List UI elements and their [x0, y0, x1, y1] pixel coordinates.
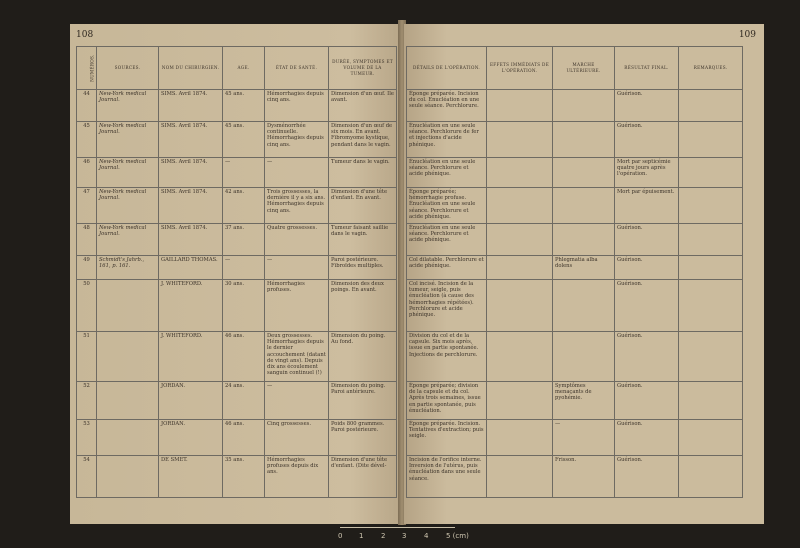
tumor-cell: Dimension d'une tête d'enfant. En avant. — [329, 188, 397, 224]
surgeon-cell: J. WHITEFORD. — [159, 280, 223, 332]
source-cell — [97, 332, 159, 382]
column-header-label: EFFETS IMMÉDIATS DE L'OPÉRATION. — [489, 61, 550, 73]
remarks-cell — [679, 332, 743, 382]
column-header — [265, 47, 329, 90]
health-cell: Hémorrhagies profuses. — [265, 280, 329, 332]
operation-details-cell: Énucléation en une seule séance. Perchlorure et acide phénique. — [407, 158, 487, 188]
immediate-effects-cell — [487, 382, 553, 420]
health-cell: — — [265, 158, 329, 188]
ruler-label: 5 (cm) — [446, 532, 469, 540]
health-cell: Hémorrhagies depuis cinq ans. — [265, 90, 329, 122]
column-header — [329, 47, 397, 90]
immediate-effects-cell — [487, 158, 553, 188]
left-page-number: 108 — [76, 30, 94, 40]
left-table — [76, 46, 397, 498]
case-number: 47 — [77, 188, 97, 224]
immediate-effects-cell — [487, 456, 553, 498]
surgeon-cell: DE SMET. — [159, 456, 223, 498]
tumor-cell: Dimension du poing. Au fond. — [329, 332, 397, 382]
immediate-effects-cell — [487, 280, 553, 332]
operation-details-cell: Col dilatable. Perchlorure et acide phénique. — [407, 256, 487, 280]
source-cell — [97, 382, 159, 420]
tumor-cell: Dimension d'une tête d'enfant. (Dite dével- — [329, 456, 397, 498]
remarks-cell — [679, 224, 743, 256]
table-row — [407, 332, 743, 382]
source-cell: New-York medical Journal. — [97, 224, 159, 256]
age-cell: 37 ans. — [223, 224, 265, 256]
case-number: 54 — [77, 456, 97, 498]
column-header — [77, 47, 97, 90]
later-course-cell — [553, 280, 615, 332]
column-header-label: DURÉE, SYMPTOMES ET VOLUME DE LA TUMEUR. — [332, 58, 393, 77]
remarks-cell — [679, 420, 743, 456]
final-result-cell: Guérison. — [615, 382, 679, 420]
surgeon-cell: SIMS. Avril 1874. — [159, 224, 223, 256]
case-number: 48 — [77, 224, 97, 256]
column-header — [97, 47, 159, 90]
table-row — [77, 332, 397, 382]
tumor-cell: Dimension du poing. Paroi antérieure. — [329, 382, 397, 420]
column-header-label: REMARQUES. — [693, 64, 728, 70]
case-number: 49 — [77, 256, 97, 280]
later-course-cell: — — [553, 420, 615, 456]
case-number: 45 — [77, 122, 97, 158]
operation-details-cell: Col incisé. Incision de la tumeur, seigle, puis énucléation (à cause des hémorrhagies répétées). Perchlorure et acide phénique. — [407, 280, 487, 332]
surgeon-cell: JORDAN. — [159, 420, 223, 456]
operation-details-cell: Énucléation en une seule séance. Perchlorure de fer et injections d'acide phénique. — [407, 122, 487, 158]
column-header-label: RÉSULTAT FINAL. — [624, 64, 669, 70]
column-header — [487, 47, 553, 90]
health-cell: Hémorrhagies profuses depuis dix ans. — [265, 456, 329, 498]
table-row — [77, 224, 397, 256]
source-cell — [97, 420, 159, 456]
immediate-effects-cell — [487, 256, 553, 280]
age-cell: 24 ans. — [223, 382, 265, 420]
table-row — [407, 382, 743, 420]
final-result-cell: Guérison. — [615, 90, 679, 122]
age-cell: 35 ans. — [223, 456, 265, 498]
later-course-cell — [553, 122, 615, 158]
health-cell: — — [265, 256, 329, 280]
later-course-cell: Phlegmatia alba dolens — [553, 256, 615, 280]
age-cell: 45 ans. — [223, 122, 265, 158]
table-row — [77, 382, 397, 420]
remarks-cell — [679, 188, 743, 224]
table-row — [77, 280, 397, 332]
final-result-cell: Guérison. — [615, 332, 679, 382]
immediate-effects-cell — [487, 420, 553, 456]
table-row — [407, 420, 743, 456]
measurement-ruler — [330, 527, 480, 547]
table-row — [77, 90, 397, 122]
source-cell: New-York medical Journal. — [97, 188, 159, 224]
later-course-cell: Symptômes menaçants de pyohémie. — [553, 382, 615, 420]
source-cell: New-York medical Journal. — [97, 122, 159, 158]
surgeon-cell: SIMS. Avril 1874. — [159, 122, 223, 158]
later-course-cell — [553, 158, 615, 188]
later-course-cell — [553, 332, 615, 382]
ruler-label: 3 — [402, 532, 407, 540]
left-page — [70, 24, 400, 524]
ruler-label: 2 — [381, 532, 386, 540]
column-header-label: ÉTAT DE SANTÉ. — [275, 64, 318, 70]
remarks-cell — [679, 256, 743, 280]
source-cell: New-York medical Journal. — [97, 90, 159, 122]
source-cell — [97, 456, 159, 498]
immediate-effects-cell — [487, 90, 553, 122]
final-result-cell: Guérison. — [615, 420, 679, 456]
column-header-label: DÉTAILS DE L'OPÉRATION. — [412, 64, 481, 70]
health-cell: Dysménorrhée continuelle. Hémorrhagies depuis cinq ans. — [265, 122, 329, 158]
column-header-label: NUMÉROS. — [89, 54, 95, 82]
tumor-cell: Dimension d'un œuf de six mois. En avant. Fibromyome kystique, pendant dans le vagin. — [329, 122, 397, 158]
surgeon-cell: J. WHITEFORD. — [159, 332, 223, 382]
operation-details-cell: Éponge préparée. Incision du col. Enucléation en une seule séance. Perchlorure. — [407, 90, 487, 122]
column-header — [407, 47, 487, 90]
remarks-cell — [679, 280, 743, 332]
column-header-label: SOURCES. — [114, 64, 141, 70]
later-course-cell: Frisson. — [553, 456, 615, 498]
final-result-cell: Guérison. — [615, 224, 679, 256]
operation-details-cell: Éponge préparée. Incision. Tentatives d'extraction; puis seigle. — [407, 420, 487, 456]
column-header-label: MARCHE ULTÉRIEURE. — [566, 61, 601, 73]
age-cell: 42 ans. — [223, 188, 265, 224]
final-result-cell: Mort par septicémie quatre jours après l'opération. — [615, 158, 679, 188]
later-course-cell — [553, 90, 615, 122]
ruler-label: 1 — [359, 532, 364, 540]
case-number: 51 — [77, 332, 97, 382]
column-header-label: NOM DU CHIRURGIEN. — [161, 64, 220, 70]
source-cell: New-York medical Journal. — [97, 158, 159, 188]
operation-details-cell: Incision de l'orifice interne. Inversion de l'utérus, puis énucléation dans une seule séance. — [407, 456, 487, 498]
source-cell — [97, 280, 159, 332]
later-course-cell — [553, 224, 615, 256]
right-page-number: 109 — [738, 30, 756, 40]
table-row — [77, 456, 397, 498]
surgeon-cell: SIMS. Avril 1874. — [159, 90, 223, 122]
health-cell: Cinq grossesses. — [265, 420, 329, 456]
table-row — [407, 122, 743, 158]
age-cell: — — [223, 256, 265, 280]
table-row — [77, 256, 397, 280]
tumor-cell: Dimension des deux poings. En avant. — [329, 280, 397, 332]
age-cell: 46 ans. — [223, 420, 265, 456]
tumor-cell: Dimension d'un œuf. Ile avant. — [329, 90, 397, 122]
surgeon-cell: SIMS. Avril 1874. — [159, 188, 223, 224]
later-course-cell — [553, 188, 615, 224]
source-cell: Schmidt's Jahrb., 161, p. 161. — [97, 256, 159, 280]
immediate-effects-cell — [487, 122, 553, 158]
tumor-cell: Tumeur faisant saillie dans le vagin. — [329, 224, 397, 256]
ruler-label: 4 — [424, 532, 429, 540]
ruler-scale — [340, 527, 455, 536]
column-header — [223, 47, 265, 90]
table-row — [407, 158, 743, 188]
column-header — [615, 47, 679, 90]
final-result-cell: Guérison. — [615, 280, 679, 332]
remarks-cell — [679, 122, 743, 158]
immediate-effects-cell — [487, 188, 553, 224]
right-table — [406, 46, 743, 498]
column-header — [679, 47, 743, 90]
health-cell: Deux grossesses. Hémorrhagies depuis le dernier accouchement (datant de vingt ans). Depuis dix ans écoulement sanguin continuel (!) — [265, 332, 329, 382]
column-header — [159, 47, 223, 90]
table-row — [407, 90, 743, 122]
age-cell: — — [223, 158, 265, 188]
immediate-effects-cell — [487, 224, 553, 256]
operation-details-cell: Éponge préparée; hémorrhagie profuse. Énucléation en une seule séance. Perchlorure et acide phénique. — [407, 188, 487, 224]
surgeon-cell: GAILLARD THOMAS. — [159, 256, 223, 280]
operation-details-cell: Énucléation en une seule séance. Perchlorure et acide phénique. — [407, 224, 487, 256]
case-number: 52 — [77, 382, 97, 420]
table-row — [77, 122, 397, 158]
table-row — [407, 256, 743, 280]
operation-details-cell: Division du col et de la capsule. Six mois après, issue en partie spontanée. Injections de perchlorure. — [407, 332, 487, 382]
table-row — [407, 280, 743, 332]
remarks-cell — [679, 382, 743, 420]
remarks-cell — [679, 90, 743, 122]
table-row — [77, 188, 397, 224]
case-number: 46 — [77, 158, 97, 188]
final-result-cell: Guérison. — [615, 256, 679, 280]
immediate-effects-cell — [487, 332, 553, 382]
surgeon-cell: JORDAN. — [159, 382, 223, 420]
final-result-cell: Guérison. — [615, 122, 679, 158]
table-row — [407, 224, 743, 256]
case-number: 44 — [77, 90, 97, 122]
operation-details-cell: Éponge préparée; division de la capsule et du col. Après trois semaines, issue en partie spontanée, puis énucléation. — [407, 382, 487, 420]
tumor-cell: Tumeur dans le vagin. — [329, 158, 397, 188]
tumor-cell: Poids 800 grammes. Paroi postérieure. — [329, 420, 397, 456]
ruler-label: 0 — [338, 532, 343, 540]
column-header — [553, 47, 615, 90]
remarks-cell — [679, 456, 743, 498]
health-cell: — — [265, 382, 329, 420]
age-cell: 30 ans. — [223, 280, 265, 332]
surgeon-cell: SIMS. Avril 1874. — [159, 158, 223, 188]
table-row — [407, 188, 743, 224]
right-page — [404, 24, 764, 524]
remarks-cell — [679, 158, 743, 188]
column-header-label: AGE. — [237, 64, 250, 70]
final-result-cell: Guérison. — [615, 456, 679, 498]
table-row — [407, 456, 743, 498]
tumor-cell: Paroi postérieure. Fibroïdes multiples. — [329, 256, 397, 280]
table-row — [77, 420, 397, 456]
case-number: 50 — [77, 280, 97, 332]
health-cell: Quatre grossesses. — [265, 224, 329, 256]
table-row — [77, 158, 397, 188]
age-cell: 46 ans. — [223, 332, 265, 382]
age-cell: 45 ans. — [223, 90, 265, 122]
health-cell: Trois grossesses, la dernière il y a six ans. Hémorrhagies depuis cinq ans. — [265, 188, 329, 224]
case-number: 53 — [77, 420, 97, 456]
final-result-cell: Mort par épuisement. — [615, 188, 679, 224]
